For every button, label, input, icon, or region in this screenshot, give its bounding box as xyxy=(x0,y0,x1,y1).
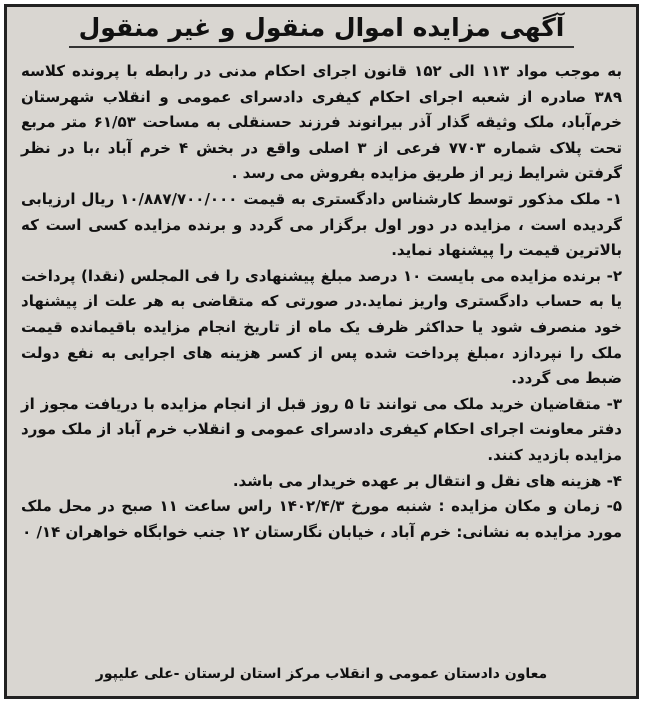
condition-item-2: ۲- برنده مزایده می بایست ۱۰ درصد مبلغ پیشنهادی را فی المجلس (نقدا) پرداخت یا به حساب دادگستری واریز نماید.در صورتی که متقاضی به هر علت از پیشنهاد خود منصرف شود یا حداکثر ظرف یک ماه از تاریخ انجام مزایده باقیمانده قیمت ملک را نپردازد ،مبلغ پرداخت شده پس از کسر هزینه های اجرایی به نفع دولت ضبط می گردد. xyxy=(21,266,622,388)
notice-title: آگهی مزایده اموال منقول و غیر منقول xyxy=(69,11,575,48)
signature-line: معاون دادستان عمومی و انقلاب مرکز استان لرستان -علی علیپور xyxy=(95,666,548,682)
intro-paragraph: به موجب مواد ۱۱۳ الی ۱۵۲ قانون اجرای احکام مدنی در رابطه با پرونده کلاسه ۳۸۹ صادره از شعبه اجرای احکام کیفری دادسرای عمومی و انقلاب شهرستان خرم‌آباد، ملک وثیقه گذار آذر بیرانوند فرزند حسنقلی به مساحت ۶۱/۵۳ متر مربع تحت پلاک شماره ۷۷۰۳ فرعی از ۳ اصلی واقع در بخش ۴ خرم آباد ،با در نظر گرفتن شرایط زیر از طریق مزایده بفروش می رسد . xyxy=(21,62,623,183)
notice-body xyxy=(21,59,622,545)
condition-item-4: ۴- هزینه های نقل و انتقال بر عهده خریدار می باشد. xyxy=(232,471,622,490)
title-area xyxy=(7,11,636,48)
condition-item-3: ۳- متقاضیان خرید ملک می توانند تا ۵ روز قبل از انجام مزایده با دریافت مجوز از دفتر معاونت اجرای احکام کیفری دادسرای عمومی و انقلاب خرم آباد از ملک مورد مزایده بازدید کنند. xyxy=(21,394,622,464)
condition-item-1: ۱- ملک مذکور توسط کارشناس دادگستری به قیمت ۱۰/۸۸۷/۷۰۰/۰۰۰ ریال ارزیابی گردیده است ، مزایده در دور اول برگزار می گردد و برنده مزایده کسی است که بالاترین قیمت را پیشنهاد نماید. xyxy=(21,189,622,260)
condition-item-5: ۵- زمان و مکان مزایده : شنبه مورخ ۱۴۰۲/۴/۳ راس ساعت ۱۱ صبح در محل ملک مورد مزایده به نشانی: خرم آباد ، خیابان نگارستان ۱۲ جنب خوابگاه خواهران ۱۴/ ۰ xyxy=(21,497,622,541)
notice-frame xyxy=(4,4,639,699)
